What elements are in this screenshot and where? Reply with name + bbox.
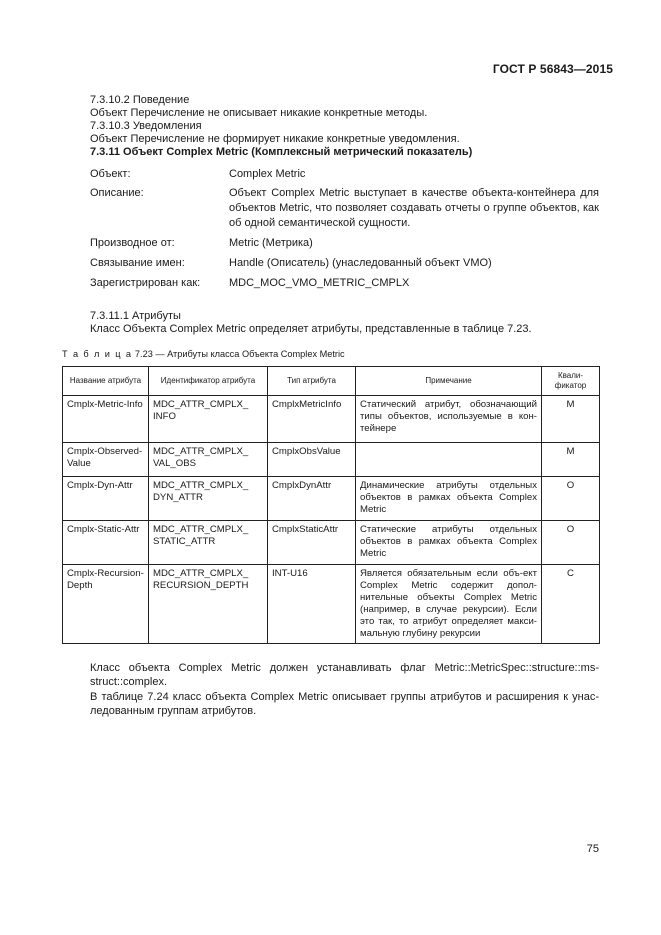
table-row bbox=[63, 521, 600, 565]
derived-from-label: Производное от: bbox=[90, 237, 175, 249]
cell-attr-id: MDC_ATTR_CMPLX_ INFO bbox=[149, 396, 268, 443]
header-attr-id: Идентификатор атрибута bbox=[149, 367, 268, 396]
cell-attr-type: CmplxDynAttr bbox=[268, 477, 356, 521]
cell-attr-type: CmplxMetricInfo bbox=[268, 396, 356, 443]
cell-attr-id: MDC_ATTR_CMPLX_ VAL_OBS bbox=[149, 443, 268, 477]
cell-attr-name: Cmplx-Metric-Info bbox=[63, 396, 149, 443]
section-7-3-11-heading: 7.3.11 Объект Complex Metric (Комплексный метрический показатель) bbox=[90, 146, 473, 158]
section-7-3-10-2-heading: 7.3.10.2 Поведение bbox=[90, 94, 190, 106]
cell-attr-type: CmplxObsValue bbox=[268, 443, 356, 477]
header-attr-type: Тип атрибута bbox=[268, 367, 356, 396]
header-attr-name: Название атрибута bbox=[63, 367, 149, 396]
cell-note: Является обязательным если объ-ект Complex Metric содержит допол-нительные объекты Complex Metric (например, в случае рекурсии). Если это так, то атрибут определяет макси-мальную глубину рекурсии bbox=[356, 565, 542, 644]
description-value: Объект Complex Metric выступает в качестве объекта-контейнера для объектов Metric, что позволяет создавать отчеты о группе объектов, как об одной семантической сущности. bbox=[229, 187, 599, 229]
page-number: 75 bbox=[586, 843, 599, 855]
cell-attr-id: MDC_ATTR_CMPLX_ DYN_ATTR bbox=[149, 477, 268, 521]
table-row bbox=[63, 443, 600, 477]
table-row bbox=[63, 477, 600, 521]
paragraph-table-ref: В таблице 7.24 класс объекта Complex Metric описывает группы атрибутов и расширения к унас-ледованным группам атрибутов. bbox=[90, 691, 599, 717]
cell-qualifier: C bbox=[542, 565, 600, 644]
attributes-intro: Класс Объекта Complex Metric определяет атрибуты, представленные в таблице 7.23. bbox=[90, 323, 532, 335]
table-caption-prefix: Т а б л и ц а bbox=[62, 349, 133, 359]
cell-attr-name: Cmplx-Dyn-Attr bbox=[63, 477, 149, 521]
paragraph-complex-flag: Класс объекта Complex Metric должен устанавливать флаг Metric::MetricSpec::structure::ms-struct::complex. bbox=[90, 662, 599, 688]
header-note: Примечание bbox=[356, 367, 542, 396]
cell-note: Статический атрибут, обозначающий типы объектов, используемые в кон-тейнере bbox=[356, 396, 542, 443]
table-caption-title: 7.23 — Атрибуты класса Объекта Complex Metric bbox=[132, 349, 345, 359]
cell-attr-name: Cmplx-Observed-Value bbox=[63, 443, 149, 477]
attributes-table bbox=[62, 366, 600, 644]
cell-attr-id: MDC_ATTR_CMPLX_ STATIC_ATTR bbox=[149, 521, 268, 565]
cell-qualifier: O bbox=[542, 477, 600, 521]
section-7-3-10-2-text: Объект Перечисление не описывает никакие конкретные методы. bbox=[90, 107, 428, 119]
derived-from-value: Metric (Метрика) bbox=[229, 237, 313, 249]
cell-attr-type: CmplxStaticAttr bbox=[268, 521, 356, 565]
table-header-row bbox=[63, 367, 600, 396]
name-binding-label: Связывание имен: bbox=[90, 257, 185, 269]
registered-as-label: Зарегистрирован как: bbox=[90, 277, 201, 289]
table-caption bbox=[62, 349, 345, 359]
cell-note: Динамические атрибуты отдельных объектов в рамках объекта Complex Metric bbox=[356, 477, 542, 521]
header-qualifier: Квали-фикатор bbox=[542, 367, 600, 396]
cell-attr-type: INT-U16 bbox=[268, 565, 356, 644]
section-7-3-10-3-heading: 7.3.10.3 Уведомления bbox=[90, 120, 202, 132]
cell-qualifier: O bbox=[542, 521, 600, 565]
object-value: Complex Metric bbox=[229, 168, 306, 180]
cell-note: Статические атрибуты отдельных объектов в рамках объекта Complex Metric bbox=[356, 521, 542, 565]
cell-attr-id: MDC_ATTR_CMPLX_ RECURSION_DEPTH bbox=[149, 565, 268, 644]
cell-attr-name: Cmplx-Static-Attr bbox=[63, 521, 149, 565]
name-binding-value: Handle (Описатель) (унаследованный объект VMO) bbox=[229, 257, 492, 269]
cell-note bbox=[356, 443, 542, 477]
registered-as-value: MDC_MOC_VMO_METRIC_CMPLX bbox=[229, 277, 410, 289]
cell-qualifier: M bbox=[542, 396, 600, 443]
table-row bbox=[63, 565, 600, 644]
attributes-heading: 7.3.11.1 Атрибуты bbox=[90, 310, 181, 322]
object-label: Объект: bbox=[90, 168, 131, 180]
cell-qualifier: M bbox=[542, 443, 600, 477]
section-7-3-10-3-text: Объект Перечисление не формирует никакие конкретные уведомления. bbox=[90, 133, 460, 145]
description-label: Описание: bbox=[90, 187, 144, 199]
standard-header: ГОСТ Р 56843—2015 bbox=[492, 62, 613, 76]
cell-attr-name: Cmplx-Recursion-Depth bbox=[63, 565, 149, 644]
table-row bbox=[63, 396, 600, 443]
